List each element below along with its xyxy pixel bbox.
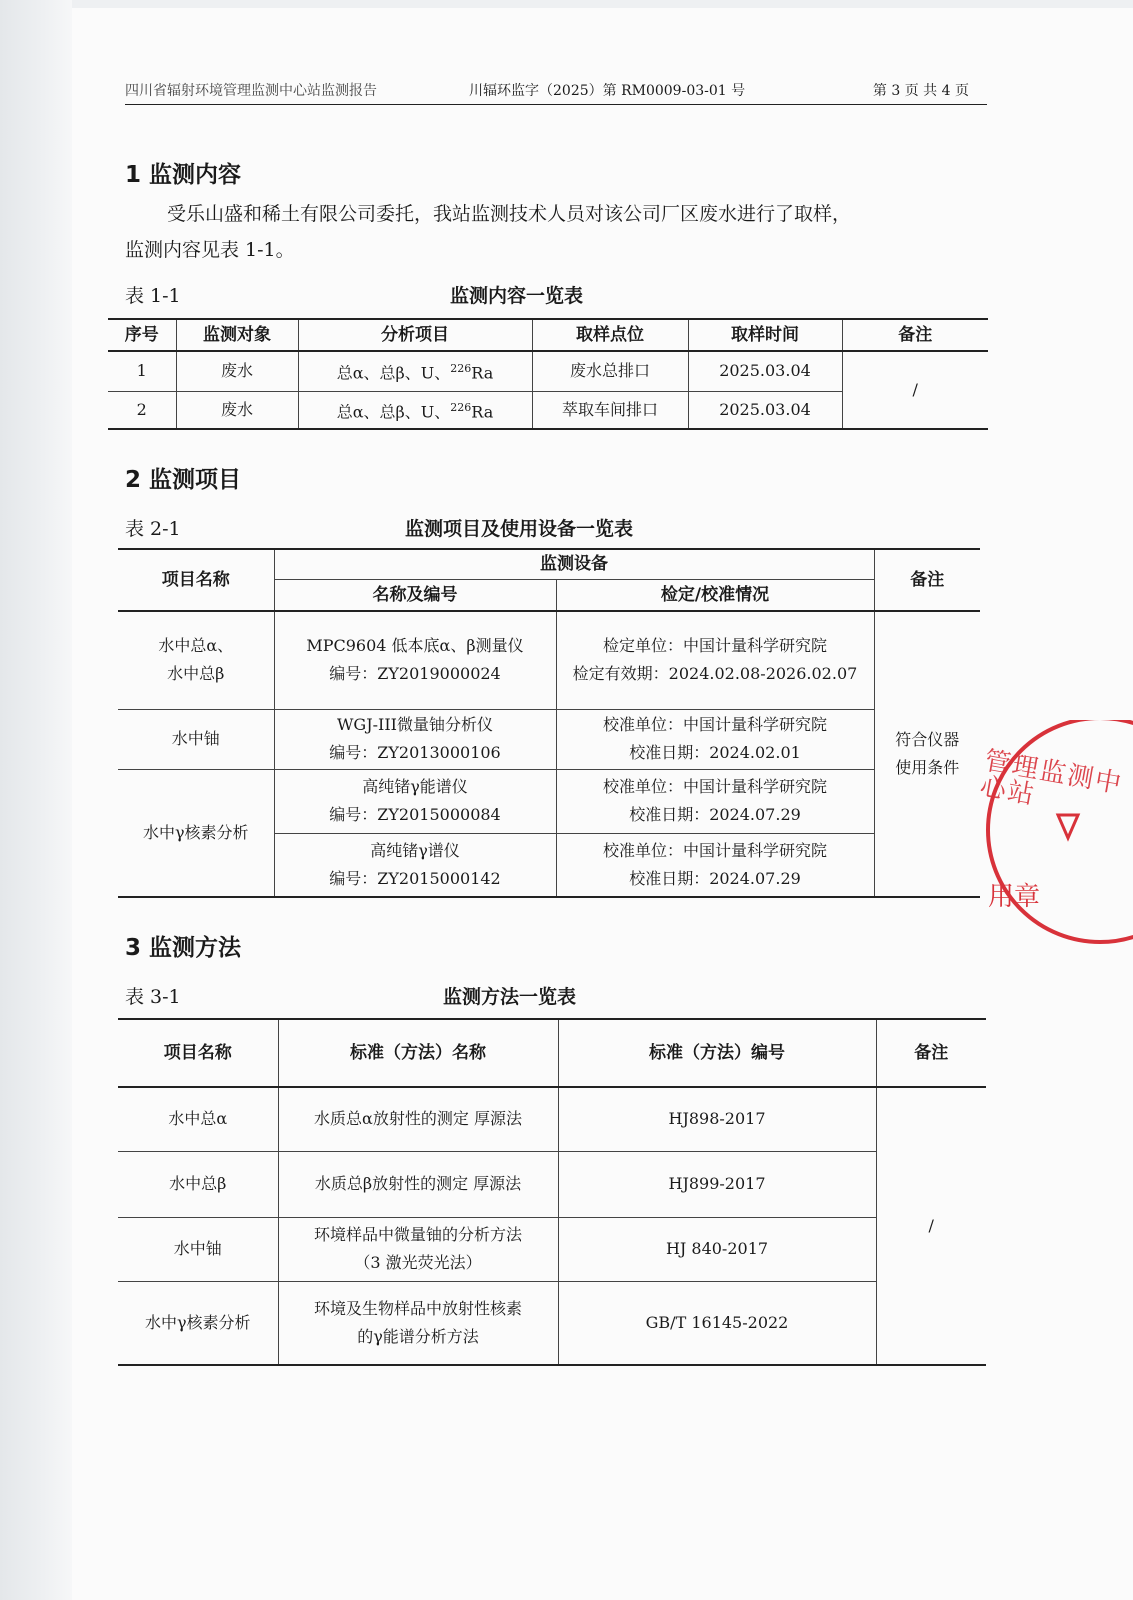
- t2-cell-calibration: 校准单位：中国计量科学研究院 校准日期：2024.02.01: [556, 709, 874, 769]
- t2-cell-name: WGJ-III微量铀分析仪 编号：ZY2013000106: [274, 709, 556, 769]
- t1-cell-point: 废水总排口: [532, 351, 688, 391]
- t1-header-items: 分析项目: [298, 319, 532, 351]
- t2-header-name: 名称及编号: [274, 579, 556, 611]
- t2-cell-name: 高纯锗γ能谱仪 编号：ZY2015000084: [274, 769, 556, 833]
- table-3-methods: [118, 1018, 986, 1366]
- t3-header-method-code: 标准（方法）编号: [558, 1019, 876, 1087]
- t2-cell-name: 高纯锗γ谱仪 编号：ZY2015000142: [274, 833, 556, 897]
- t2-cell-calibration: 校准单位：中国计量科学研究院 校准日期：2024.07.29: [556, 833, 874, 897]
- t3-header-method-name: 标准（方法）名称: [278, 1019, 558, 1087]
- t1-cell-remark: /: [842, 351, 988, 429]
- section-3-title: 3 监测方法: [125, 935, 242, 961]
- stamp-bottom-text: 用章: [988, 882, 1041, 912]
- t3-header-remark: 备注: [876, 1019, 986, 1087]
- t3-cell-remark: /: [876, 1087, 986, 1365]
- table-2-label: 表 2-1: [125, 518, 181, 540]
- t3-cell-method: 环境样品中微量铀的分析方法 （3 激光荧光法）: [278, 1217, 558, 1281]
- t1-cell-object: 废水: [176, 351, 298, 391]
- table-row: [118, 1087, 986, 1151]
- section-1-title: 1 监测内容: [125, 162, 242, 188]
- t1-header-no: 序号: [108, 319, 176, 351]
- t1-header-remark: 备注: [842, 319, 988, 351]
- t3-cell-code: GB/T 16145-2022: [558, 1281, 876, 1365]
- section-1-paragraph: [125, 196, 995, 268]
- stamp-arc-text: 管理监测中心站: [977, 746, 1126, 811]
- table-row: [108, 351, 988, 391]
- t1-header-time: 取样时间: [688, 319, 842, 351]
- t3-cell-method: 水质总β放射性的测定 厚源法: [278, 1151, 558, 1217]
- header-page-number: 第 3 页 共 4 页: [872, 83, 969, 99]
- page-header: [125, 76, 987, 105]
- table-row: [118, 769, 980, 833]
- table-1-caption: 监测内容一览表: [450, 285, 584, 307]
- t3-header-item: 项目名称: [118, 1019, 278, 1087]
- t1-cell-time: 2025.03.04: [688, 391, 842, 429]
- table-row: [118, 1217, 986, 1281]
- page-edge: [0, 0, 72, 1600]
- t2-cell-item: 水中铀: [118, 709, 274, 769]
- section-2-title: 2 监测项目: [125, 467, 242, 493]
- t2-cell-remark: 符合仪器 使用条件: [874, 611, 980, 897]
- t2-header-remark: 备注: [874, 549, 980, 611]
- t1-header-object: 监测对象: [176, 319, 298, 351]
- t2-cell-calibration: 校准单位：中国计量科学研究院 校准日期：2024.07.29: [556, 769, 874, 833]
- t3-cell-method: 水质总α放射性的测定 厚源法: [278, 1087, 558, 1151]
- t3-cell-code: HJ899-2017: [558, 1151, 876, 1217]
- t2-header-calibration: 检定/校准情况: [556, 579, 874, 611]
- t3-cell-method: 环境及生物样品中放射性核素 的γ能谱分析方法: [278, 1281, 558, 1365]
- table-row: [118, 1151, 986, 1217]
- t1-cell-point: 萃取车间排口: [532, 391, 688, 429]
- table-row: [118, 1281, 986, 1365]
- table-3-label: 表 3-1: [125, 986, 181, 1008]
- table-2-caption: 监测项目及使用设备一览表: [405, 518, 634, 540]
- table-row: [118, 709, 980, 769]
- table-3-caption: 监测方法一览表: [443, 986, 577, 1008]
- t3-cell-code: HJ 840-2017: [558, 1217, 876, 1281]
- t3-cell-code: HJ898-2017: [558, 1087, 876, 1151]
- table-2-equipment: [118, 548, 980, 898]
- t1-cell-time: 2025.03.04: [688, 351, 842, 391]
- t1-cell-no: 1: [108, 351, 176, 391]
- stamp-star-icon: [1058, 815, 1078, 838]
- t2-cell-name: MPC9604 低本底α、β测量仪 编号：ZY2019000024: [274, 611, 556, 709]
- t1-cell-items: 总α、总β、U、$^{226}$Ra: [298, 391, 532, 429]
- t2-cell-calibration: 检定单位：中国计量科学研究院 检定有效期：2024.02.08-2026.02.07: [556, 611, 874, 709]
- table-1-monitoring-content: [108, 318, 988, 430]
- t1-header-point: 取样点位: [532, 319, 688, 351]
- t2-cell-item: 水中γ核素分析: [118, 769, 274, 897]
- t3-cell-item: 水中总α: [118, 1087, 278, 1151]
- para-line-2: 监测内容见表 1-1。: [125, 239, 295, 261]
- t2-cell-item: 水中总α、 水中总β: [118, 611, 274, 709]
- t1-cell-items: 总α、总β、U、$^{226}$Ra: [298, 351, 532, 391]
- t2-header-equipment: 监测设备: [274, 549, 874, 579]
- t3-cell-item: 水中总β: [118, 1151, 278, 1217]
- header-report-number: 川辐环监字（2025）第 RM0009-03-01 号: [469, 83, 746, 99]
- t1-cell-no: 2: [108, 391, 176, 429]
- t2-header-item: 项目名称: [118, 549, 274, 611]
- table-1-label: 表 1-1: [125, 285, 181, 307]
- t3-cell-item: 水中γ核素分析: [118, 1281, 278, 1365]
- table-row: [118, 611, 980, 709]
- para-line-1: 受乐山盛和稀土有限公司委托，我站监测技术人员对该公司厂区废水进行了取样，: [167, 203, 852, 225]
- t3-cell-item: 水中铀: [118, 1217, 278, 1281]
- header-org: 四川省辐射环境管理监测中心站监测报告: [125, 83, 377, 99]
- t1-cell-object: 废水: [176, 391, 298, 429]
